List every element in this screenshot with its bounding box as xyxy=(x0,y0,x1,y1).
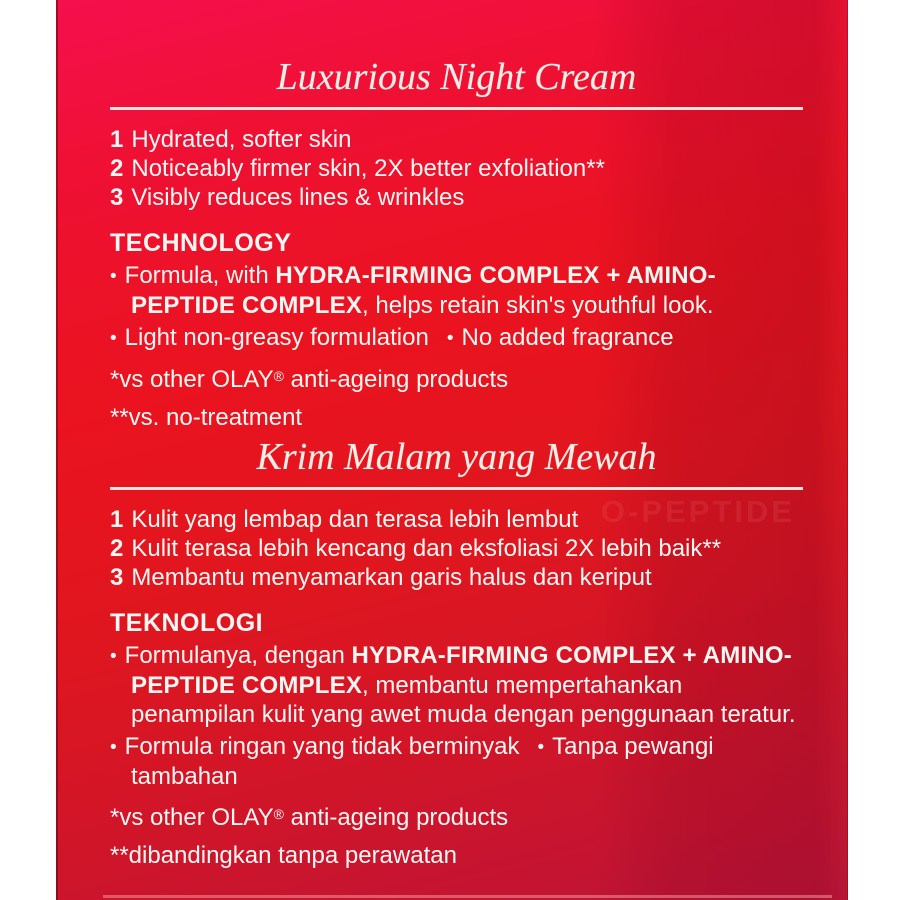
footnote-text: anti-ageing products xyxy=(283,366,509,393)
label-content xyxy=(110,0,803,870)
english-features-bullet xyxy=(110,323,803,353)
benefit-number: 1 xyxy=(110,506,124,533)
formula-text-pre: Formula, with xyxy=(124,262,276,289)
english-footnote-2: **vs. no-treatment xyxy=(110,404,303,431)
registered-trademark-symbol: ® xyxy=(273,806,284,822)
benefit-text: Membantu menyamarkan garis halus dan keriput xyxy=(131,564,652,591)
feature-a-text: Formula ringan yang tidak berminyak xyxy=(124,733,520,760)
bullet-icon: • xyxy=(110,328,117,349)
benefit-number: 3 xyxy=(110,564,124,591)
indonesian-section-title: Krim Malam yang Mewah xyxy=(256,436,657,478)
formula-text-post: , helps retain skin's youthful look. xyxy=(362,292,714,319)
bullet-icon: • xyxy=(446,328,454,349)
peptide-watermark-text: O-PEPTIDE xyxy=(600,494,795,529)
formula-text-pre: Formulanya, dengan xyxy=(124,642,352,669)
benefit-text: Kulit yang lembap dan terasa lebih lembut xyxy=(131,506,579,533)
registered-trademark-symbol: ® xyxy=(273,368,284,384)
title-divider-rule-english xyxy=(110,107,803,110)
benefit-number: 2 xyxy=(110,155,124,182)
indonesian-benefit-1 xyxy=(110,505,803,534)
benefit-number: 3 xyxy=(110,184,124,211)
indonesian-footnote-1 xyxy=(110,800,803,832)
formula-text-post: , membantu mempertahankan penampilan kulit yang awet muda dengan penggunaan teratur. xyxy=(131,672,796,728)
bullet-icon: • xyxy=(537,737,545,758)
product-label-panel xyxy=(56,0,848,900)
indonesian-benefit-3 xyxy=(110,563,803,592)
english-section-title: Luxurious Night Cream xyxy=(276,56,637,98)
bullet-icon: • xyxy=(110,737,117,758)
english-benefit-2 xyxy=(110,154,803,183)
english-benefit-list xyxy=(110,125,803,212)
indonesian-benefit-list xyxy=(110,505,803,592)
indonesian-technology-heading: TEKNOLOGI xyxy=(110,609,264,637)
english-benefit-1 xyxy=(110,125,803,154)
indonesian-footnote-2: **dibandingkan tanpa perawatan xyxy=(110,842,457,869)
label-bottom-edge xyxy=(103,895,832,898)
formula-complex-bold: HYDRA-FIRMING COMPLEX + AMINO-PEPTIDE COMPLEX xyxy=(131,262,716,319)
title-divider-rule-indonesian xyxy=(110,487,803,490)
benefit-text: Kulit terasa lebih kencang dan eksfoliasi 2X lebih baik** xyxy=(131,535,722,562)
benefit-text: Hydrated, softer skin xyxy=(131,126,352,153)
feature-b-text: No added fragrance xyxy=(461,324,674,351)
bullet-icon: • xyxy=(110,646,117,667)
indonesian-features-bullet xyxy=(110,732,803,791)
english-footnote-1 xyxy=(110,362,803,394)
indonesian-formula-bullet xyxy=(110,641,803,729)
english-technology-heading: TECHNOLOGY xyxy=(110,229,292,257)
footnote-text: anti-ageing products xyxy=(283,804,509,831)
footnote-text: *vs other OLAY xyxy=(110,366,274,393)
indonesian-benefit-2 xyxy=(110,534,803,563)
formula-complex-bold: HYDRA-FIRMING COMPLEX + AMINO-PEPTIDE COMPLEX xyxy=(131,642,792,699)
bullet-icon: • xyxy=(110,266,117,287)
feature-a-text: Light non-greasy formulation xyxy=(124,324,429,351)
english-formula-bullet xyxy=(110,261,803,320)
english-benefit-3 xyxy=(110,183,803,212)
feature-b-text: Tanpa pewangi tambahan xyxy=(131,733,714,790)
benefit-text: Noticeably firmer skin, 2X better exfoliation** xyxy=(131,155,605,182)
footnote-text: *vs other OLAY xyxy=(110,804,274,831)
benefit-text: Visibly reduces lines & wrinkles xyxy=(131,184,465,211)
benefit-number: 2 xyxy=(110,535,124,562)
benefit-number: 1 xyxy=(110,126,124,153)
